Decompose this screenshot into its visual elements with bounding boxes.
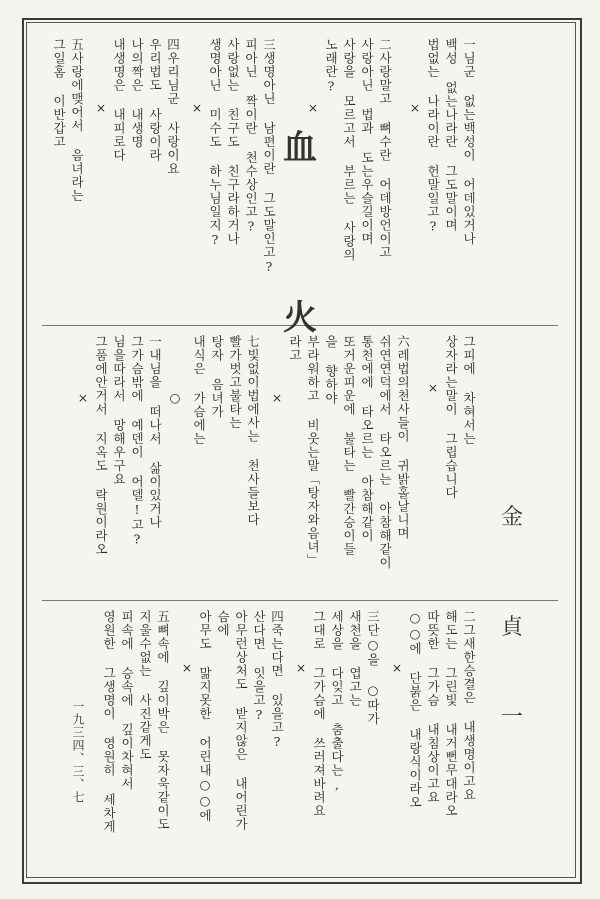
verse-line: 四우리님군 사랑이요 (165, 38, 181, 176)
verse-line: 우리법도 사랑이라 (147, 38, 163, 162)
verse-line: 슴에 (215, 610, 231, 637)
verse-line: 三생명아닌 남편이란 그도말인고? (261, 38, 277, 275)
verse-line: 그대로 그가슴에 쓰러져바려요 (311, 610, 327, 818)
verse-line: 아무도 맒지못한 어린내○○에 (197, 610, 213, 823)
verse-line: 법없는 나라이란 헌말일고? (425, 38, 441, 235)
separator: × (389, 660, 405, 676)
verse-line: 빨가벗고불타는 (227, 335, 243, 430)
verse-line: 피속에 승속에 깊이차혀서 (119, 610, 135, 791)
section-marker: ○ (167, 390, 183, 406)
verse-line: 六레법의천사들이 귀밝홀날니며 (395, 335, 411, 540)
separator: × (179, 660, 195, 676)
verse-line: 산다면 잇을고? (251, 610, 267, 723)
author-char-3: 一 (500, 705, 523, 730)
verse-line: 지울수없는 사진같게도 (137, 610, 153, 761)
verse-line: 피아닌 짝이란 천수상인고? (243, 38, 259, 235)
verse-line: 또거운피운에 불타는 빨간승이들 (341, 335, 357, 556)
separator: × (293, 660, 309, 676)
separator: × (407, 100, 423, 116)
verse-line: 그가슴밖에 예덴이 어델!고? (129, 335, 145, 548)
verse-line: 영원한 그생명이 영원히 세차게 (101, 610, 117, 834)
verse-line: 노래란? (323, 38, 339, 95)
verse-line: 사랑없는 친구도 친구라하거나 (225, 38, 241, 246)
separator: × (269, 390, 285, 406)
verse-line: 부라워하고 비웃는말「탕자와음녀」 (305, 335, 321, 567)
verse-line: 탕자 음녀가 (209, 335, 225, 419)
verse-line: 七빛없이법에사는 천사들보다 (245, 335, 261, 527)
verse-line: 사랑을 모르고서 부르는 사랑의 (341, 38, 357, 262)
verse-line: 세상을 다잊고 춤출다는, (329, 610, 345, 793)
verse-line: 사랑아닌 법과 도는우슬길이며 (359, 38, 375, 246)
verse-line: 라고 (287, 335, 303, 362)
verse-line: 생명아닌 미수도 하누님일지? (207, 38, 223, 248)
verse-line: 님을따라서 망해우구요 (111, 335, 127, 486)
poem-date: 一九三四、三、七 (71, 700, 85, 804)
separator: × (93, 100, 109, 116)
section-divider (42, 600, 558, 601)
separator: × (189, 100, 205, 116)
verse-line: 내식은 가슴에는 (191, 335, 207, 446)
verse-line: 통천에에 타오르는 아참해같이 (359, 335, 375, 543)
separator: × (75, 390, 91, 406)
verse-line: 三단○을 ○따가 (365, 610, 381, 726)
verse-line: 그피에 차혀서는 (461, 335, 477, 446)
separator: × (305, 100, 321, 116)
verse-line: 그일홈 이반갑고 (51, 38, 67, 149)
verse-line: 따뜻한 그가슴 내침상이고요 (425, 610, 441, 804)
author-char-2: 貞 (500, 615, 523, 640)
verse-line: 상자라는말이 그립습니다 (443, 335, 459, 500)
verse-line: 을 향하야 (323, 335, 339, 405)
verse-line: 해도는 그린빛 내거뻔무대라오 (443, 610, 459, 818)
verse-line: 二사랑말고 뼈수란 어데방언이고 (377, 38, 393, 259)
verse-line: 二그새한승결은 내생명이고요 (461, 610, 477, 802)
verse-line: 그품에안거서 지옥도 락원이라오 (93, 335, 109, 556)
verse-line: 내생명은 내피로다 (111, 38, 127, 162)
verse-line: 一님군 없는백성이 어데있거나 (461, 38, 477, 246)
verse-line: 새천을 엽고는 (347, 610, 363, 707)
verse-line: 五사랑에맺어서 음녀라는 (69, 38, 85, 203)
verse-line: 쉬연연덕에서 타오르는 아참해같이 (377, 335, 393, 570)
verse-line: 백성 없는나라란 그도말이며 (443, 38, 459, 232)
separator: × (425, 380, 441, 396)
verse-line: 四죽는다면 있을고? (269, 610, 285, 750)
poem-title-char-1: 血 (283, 128, 317, 168)
verse-line: 아무런상처도 받지않은 내어린가 (233, 610, 249, 831)
poem-title-char-2: 火 (283, 298, 317, 338)
verse-line: ○○에 단붉은 내랑식이라오 (407, 610, 423, 809)
verse-line: 五뼈속에 깊이박은 못자욱같이도 (155, 610, 171, 831)
author-char-1: 金 (500, 505, 523, 530)
verse-line: 나의짝은 내생명 (129, 38, 145, 149)
verse-line: 一내님을 떠나서 삶이있거나 (147, 335, 163, 529)
